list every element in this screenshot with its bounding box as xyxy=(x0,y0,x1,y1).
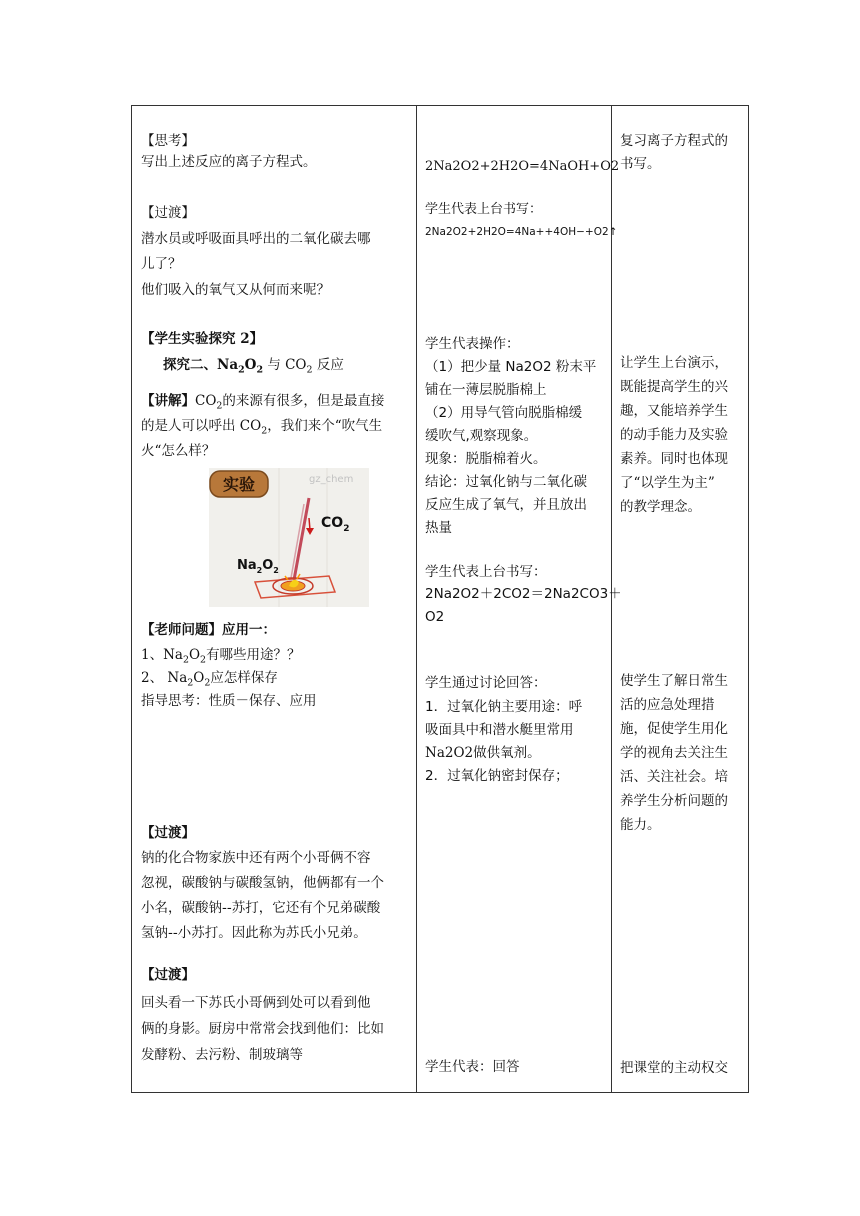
discuss-line: 1．过氧化钠主要用途：呼 xyxy=(425,699,583,715)
student-activity-column xyxy=(425,106,622,1092)
intent-line: 了“以学生为主” xyxy=(620,475,715,491)
intent-line: 素养。同时也体现 xyxy=(620,451,728,467)
intent-line: 既能提高学生的兴 xyxy=(620,379,728,395)
operate-line: 缓吹气,观察现象。 xyxy=(425,428,538,444)
discuss-line: 吸面具中和潜水艇里常用 xyxy=(425,722,574,738)
board-label: 学生代表上台书写： xyxy=(425,564,547,580)
intent-line: 养学生分析问题的 xyxy=(620,793,728,809)
teacher-question: 1、$Na_2O_2$有哪些用途？？ xyxy=(141,647,301,666)
explain-line: 的是人可以呼出 $CO_2$，我们来个“吹气生 xyxy=(141,418,383,437)
transition-line: 小名，碳酸钠--苏打，它还有个兄弟碳酸 xyxy=(141,900,381,916)
board-label: 学生代表上台书写： xyxy=(425,202,543,217)
transition-line: 儿了？ xyxy=(141,256,182,272)
design-intent-column xyxy=(620,106,746,1092)
intent-line: 施，促使学生用化 xyxy=(620,721,728,737)
column-divider xyxy=(416,106,417,1092)
discuss-line: Na2O2做供氧剂。 xyxy=(425,745,541,761)
intent-line: 趣，又能培养学生 xyxy=(620,403,728,419)
experiment-sign-label: 实验 xyxy=(222,475,256,494)
think-text: 写出上述反应的离子方程式。 xyxy=(141,154,317,170)
explain-line: 【讲解】$CO_2$的来源有很多，但是最直接 xyxy=(141,393,385,412)
transition-heading: 【过渡】 xyxy=(141,205,195,221)
transition-line: 氢钠--小苏打。因此称为苏氏小兄弟。 xyxy=(141,925,367,941)
intent-line: 书写。 xyxy=(620,156,661,172)
transition-line: 发酵粉、去污粉、制玻璃等 xyxy=(141,1047,303,1063)
transition-line: 忽视，碳酸钠与碳酸氢钠，他俩都有一个 xyxy=(141,875,384,891)
discuss-label: 学生通过讨论回答： xyxy=(425,675,547,691)
operate-line: 铺在一薄层脱脂棉上 xyxy=(425,382,547,398)
student-answer: 学生代表：回答 xyxy=(425,1059,520,1075)
teacher-question-heading: 【老师问题】应用一： xyxy=(141,622,276,638)
intent-line: 的教学理念。 xyxy=(620,499,701,515)
intent-line: 活、关注社会。培 xyxy=(620,769,728,785)
teacher-guide: 指导思考：性质－保存、应用 xyxy=(141,693,317,709)
intent-line: 使学生了解日常生 xyxy=(620,673,728,689)
lesson-table xyxy=(131,105,749,1093)
intent-line: 学的视角去关注生 xyxy=(620,745,728,761)
intent-line: 活的应急处理措 xyxy=(620,697,715,713)
reaction-equation: 2Na2O2＋2CO2＝2Na2CO3＋ xyxy=(425,586,622,602)
transition-line: 回头看一下苏氏小哥俩到处可以看到他 xyxy=(141,995,371,1011)
experiment-figure xyxy=(209,468,369,607)
intent-line: 复习离子方程式的 xyxy=(620,133,728,149)
operate-line: （2）用导气管向脱脂棉缓 xyxy=(425,405,583,421)
transition-line: 潜水员或呼吸面具呼出的二氧化碳去哪 xyxy=(141,231,371,247)
discuss-line: 2．过氧化钠密封保存； xyxy=(425,768,569,784)
transition-heading: 【过渡】 xyxy=(141,967,195,983)
transition-line: 钠的化合物家族中还有两个小哥俩不容 xyxy=(141,850,371,866)
intent-line: 的动手能力及实验 xyxy=(620,427,728,443)
intent-line: 能力。 xyxy=(620,817,661,833)
equation: 2Na2O2+2H2O=4NaOH+O2 xyxy=(425,159,620,174)
explain-line: 火“怎么样？ xyxy=(141,443,216,459)
intent-line: 让学生上台演示， xyxy=(620,355,728,371)
ionic-equation: 2Na2O2+2H2O=4Na++4OH−+O2↑ xyxy=(425,226,618,238)
transition-line: 他们吸入的氧气又从何而来呢？ xyxy=(141,282,330,298)
operate-line: （1）把少量 Na2O2 粉末平 xyxy=(425,359,597,375)
operate-line: 反应生成了氧气，并且放出 xyxy=(425,497,587,513)
explore-title: 探究二、$Na_2O_2$ 与 $CO_2$ 反应 xyxy=(163,357,344,376)
operate-line: 现象：脱脂棉着火。 xyxy=(425,451,547,467)
watermark-text: gz_chem xyxy=(309,474,354,485)
operate-label: 学生代表操作： xyxy=(425,336,520,352)
think-heading: 【思考】 xyxy=(141,133,195,149)
experiment-heading: 【学生实验探究 2】 xyxy=(141,331,264,347)
na2o2-label: $Na_2O_2$ xyxy=(237,558,279,575)
intent-line: 把课堂的主动权交 xyxy=(620,1060,728,1076)
transition-line: 俩的身影。厨房中常常会找到他们：比如 xyxy=(141,1021,384,1037)
reaction-equation: O2 xyxy=(425,609,445,625)
operate-line: 热量 xyxy=(425,520,452,536)
operate-line: 结论：过氧化钠与二氧化碳 xyxy=(425,474,587,490)
transition-heading: 【过渡】 xyxy=(141,825,195,841)
teacher-question: 2、 $Na_2O_2$应怎样保存 xyxy=(141,670,278,689)
co2-label: $CO_2$ xyxy=(321,515,350,534)
